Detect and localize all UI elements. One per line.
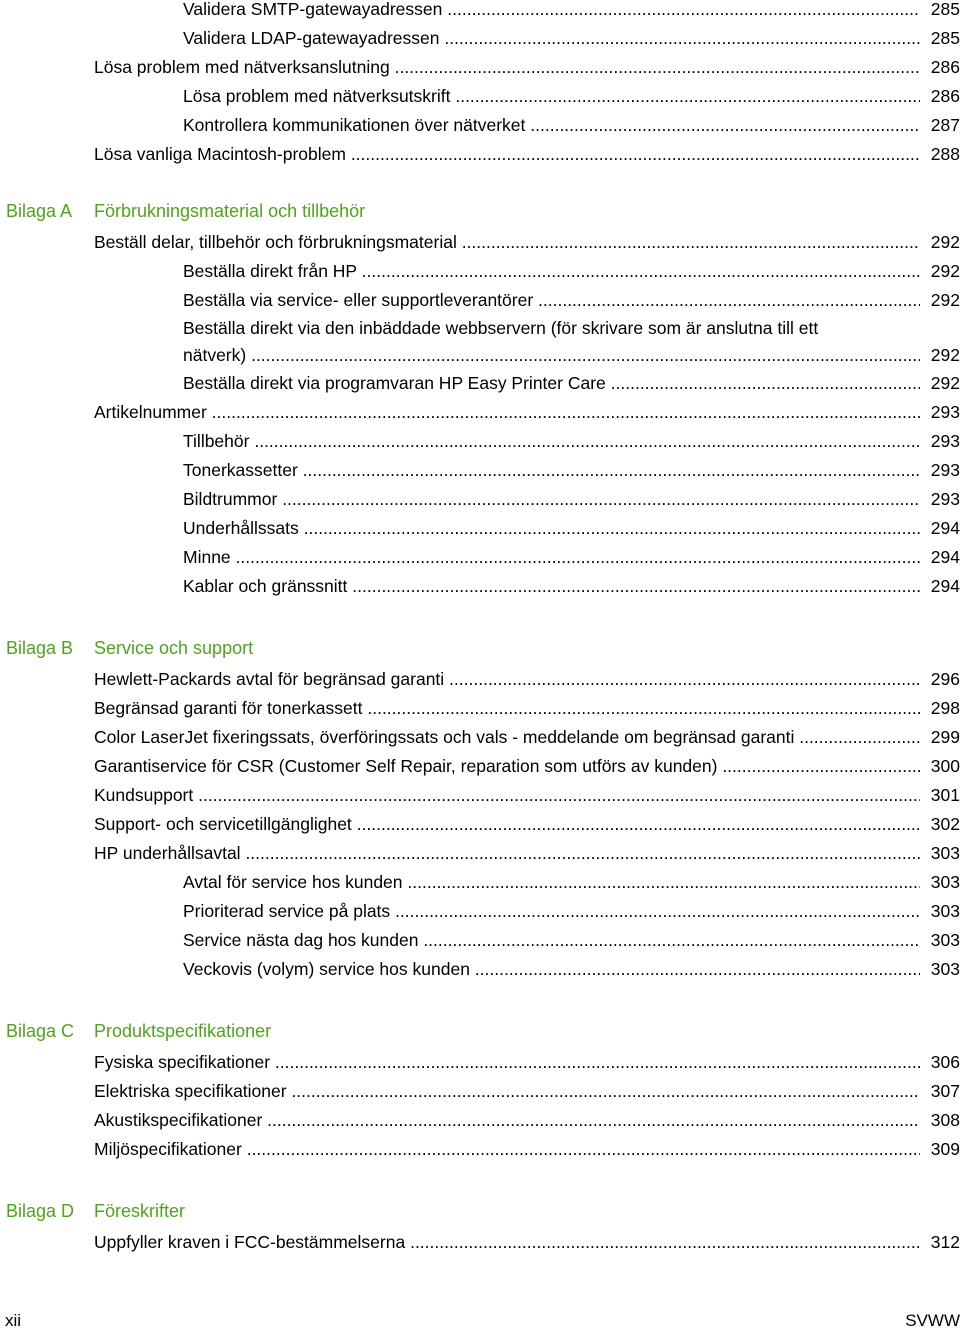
toc-entry[interactable]: [0, 1077, 960, 1106]
toc-page-number[interactable]: 300: [920, 752, 960, 781]
toc-entry[interactable]: [0, 315, 960, 369]
appendix-label: Bilaga D: [6, 1201, 75, 1221]
toc-page-number[interactable]: 286: [920, 53, 960, 82]
toc-entry-title[interactable]: Veckovis (volym) service hos kunden .....: [183, 955, 920, 984]
toc-entry[interactable]: [0, 140, 960, 169]
toc-entry[interactable]: [0, 514, 960, 543]
toc-entry[interactable]: [0, 53, 960, 82]
toc-page-number[interactable]: 292: [920, 369, 960, 398]
appendix-title[interactable]: Produktspecifikationer: [94, 1021, 272, 1041]
toc-entry-title[interactable]: Tillbehör .....: [183, 427, 920, 456]
document-code: SVWW: [905, 1311, 960, 1330]
toc-entry-title[interactable]: Beställa via service- eller supportleverantörer .....: [183, 286, 920, 315]
toc-page-number[interactable]: 292: [920, 342, 960, 369]
toc-page-number[interactable]: 301: [920, 781, 960, 810]
toc-page-number[interactable]: 303: [920, 839, 960, 868]
toc-entry-title[interactable]: Artikelnummer .....: [94, 398, 920, 427]
toc-entry[interactable]: [0, 24, 960, 53]
toc-entry-title[interactable]: Support- och servicetillgänglighet .....: [94, 810, 920, 839]
toc-entry[interactable]: [0, 955, 960, 984]
toc-group-appendix-c: [0, 1048, 960, 1164]
toc-entry[interactable]: [0, 1106, 960, 1135]
toc-entry[interactable]: [0, 257, 960, 286]
toc-page-number[interactable]: 294: [920, 572, 960, 601]
toc-page-number[interactable]: 312: [920, 1228, 960, 1257]
toc-entry[interactable]: [0, 228, 960, 257]
toc-entry-title[interactable]: Uppfyller kraven i FCC-bestämmelserna .....: [94, 1228, 920, 1257]
toc-entry-title[interactable]: Lösa vanliga Macintosh-problem .....: [94, 140, 920, 169]
toc-page-number[interactable]: 294: [920, 543, 960, 572]
toc-group-appendix-d: [0, 1228, 960, 1257]
appendix-title[interactable]: Föreskrifter: [94, 1201, 186, 1221]
toc-entry-title[interactable]: Kundsupport .....: [94, 781, 920, 810]
toc-entry[interactable]: [0, 369, 960, 398]
toc-entry-title[interactable]: Begränsad garanti för tonerkassett .....: [94, 694, 920, 723]
toc-entry[interactable]: [0, 1048, 960, 1077]
toc-entry[interactable]: [0, 839, 960, 868]
toc-page-number[interactable]: 296: [920, 665, 960, 694]
toc-entry[interactable]: [0, 926, 960, 955]
toc-entry[interactable]: [0, 572, 960, 601]
toc-entry-title[interactable]: Elektriska specifikationer .....: [94, 1077, 920, 1106]
toc-page-number[interactable]: 298: [920, 694, 960, 723]
toc-entry[interactable]: [0, 111, 960, 140]
toc-entry[interactable]: [0, 1228, 960, 1257]
toc-entry-title[interactable]: Minne .....: [183, 543, 920, 572]
toc-page-number[interactable]: 303: [920, 868, 960, 897]
toc-page-number[interactable]: 292: [920, 286, 960, 315]
toc-entry-title[interactable]: Beställa direkt via programvaran HP Easy Printer Care .....: [183, 369, 920, 398]
toc-entry[interactable]: [0, 810, 960, 839]
toc-entry[interactable]: [0, 868, 960, 897]
toc-page-number[interactable]: 292: [920, 228, 960, 257]
toc-page-number[interactable]: 293: [920, 427, 960, 456]
toc-entry-title[interactable]: Kablar och gränssnitt .....: [183, 572, 920, 601]
toc-page-number[interactable]: 286: [920, 82, 960, 111]
toc-entry-title[interactable]: Kontrollera kommunikationen över nätverket .....: [183, 111, 920, 140]
toc-entry[interactable]: [0, 398, 960, 427]
toc-page-number[interactable]: 309: [920, 1135, 960, 1164]
appendix-title[interactable]: Förbrukningsmaterial och tillbehör: [94, 201, 366, 221]
toc-entry-title[interactable]: Beställa direkt via den inbäddade webbservern (för skrivare som är anslutna till ett: [183, 318, 819, 338]
toc-page-number[interactable]: 285: [920, 0, 960, 24]
toc-entry[interactable]: [0, 485, 960, 514]
toc-group-appendix-b: [0, 665, 960, 984]
toc-page-number[interactable]: 299: [920, 723, 960, 752]
appendix-heading-b[interactable]: [0, 631, 960, 665]
toc-entry-title[interactable]: Tonerkassetter .....: [183, 456, 920, 485]
toc-entry-title[interactable]: Lösa problem med nätverksutskrift .....: [183, 82, 920, 111]
toc-entry[interactable]: [0, 543, 960, 572]
toc-page-number[interactable]: 303: [920, 926, 960, 955]
toc-entry[interactable]: [0, 752, 960, 781]
toc-page-number[interactable]: 303: [920, 955, 960, 984]
toc-page-number[interactable]: 293: [920, 456, 960, 485]
toc-entry[interactable]: [0, 427, 960, 456]
toc-page-number[interactable]: 285: [920, 24, 960, 53]
toc-entry-title[interactable]: Lösa problem med nätverksanslutning .....: [94, 53, 920, 82]
toc-entry[interactable]: [0, 897, 960, 926]
toc-entry-title[interactable]: Miljöspecifikationer .....: [94, 1135, 920, 1164]
toc-entry-title[interactable]: Akustikspecifikationer .....: [94, 1106, 920, 1135]
appendix-title[interactable]: Service och support: [94, 638, 254, 658]
toc-entry-title[interactable]: Prioriterad service på plats .....: [183, 897, 920, 926]
toc-entry[interactable]: [0, 1135, 960, 1164]
page-number: xii: [5, 1311, 22, 1330]
toc-entry-title-continued[interactable]: nätverk) .....: [183, 342, 920, 369]
appendix-heading-d[interactable]: [0, 1194, 960, 1228]
toc-entry-title[interactable]: Beställ delar, tillbehör och förbrukningsmaterial .....: [94, 228, 920, 257]
appendix-heading-a[interactable]: [0, 194, 960, 228]
appendix-label: Bilaga C: [6, 1021, 75, 1041]
toc-entry-title[interactable]: Avtal för service hos kunden .....: [183, 868, 920, 897]
toc-entry-title[interactable]: Validera SMTP-gatewayadressen .....: [183, 0, 920, 24]
toc-entry[interactable]: [0, 456, 960, 485]
appendix-heading-c[interactable]: [0, 1014, 960, 1048]
toc-entry-title[interactable]: Hewlett-Packards avtal för begränsad garanti .....: [94, 665, 920, 694]
toc-entry[interactable]: [0, 665, 960, 694]
toc-page-number[interactable]: 293: [920, 485, 960, 514]
toc-page-number[interactable]: 287: [920, 111, 960, 140]
page-footer: [0, 1310, 960, 1332]
toc-page-number[interactable]: 293: [920, 398, 960, 427]
toc-page-number[interactable]: 306: [920, 1048, 960, 1077]
toc-entry-title[interactable]: Service nästa dag hos kunden .....: [183, 926, 920, 955]
toc-page-number[interactable]: 302: [920, 810, 960, 839]
toc-page-number[interactable]: 308: [920, 1106, 960, 1135]
toc-group-troubleshooting: [0, 0, 960, 169]
toc-entry[interactable]: [0, 781, 960, 810]
toc-page-number[interactable]: 294: [920, 514, 960, 543]
toc-entry-title[interactable]: Validera LDAP-gatewayadressen .....: [183, 24, 920, 53]
toc-entry[interactable]: [0, 723, 960, 752]
appendix-label: Bilaga B: [6, 638, 74, 658]
toc-entry[interactable]: [0, 286, 960, 315]
toc-page-number[interactable]: 288: [920, 140, 960, 169]
toc-entry-title[interactable]: Underhållssats .....: [183, 514, 920, 543]
toc-entry-title[interactable]: Beställa direkt från HP .....: [183, 257, 920, 286]
toc-page-number[interactable]: 307: [920, 1077, 960, 1106]
toc-page-number[interactable]: 292: [920, 257, 960, 286]
toc-entry-title[interactable]: Garantiservice för CSR (Customer Self Repair, reparation som utförs av kunden) .....: [94, 752, 920, 781]
toc-entry-title[interactable]: Fysiska specifikationer .....: [94, 1048, 920, 1077]
toc-entry[interactable]: [0, 694, 960, 723]
toc-entry-title[interactable]: HP underhållsavtal .....: [94, 839, 920, 868]
toc-page-number[interactable]: 303: [920, 897, 960, 926]
toc-entry-title[interactable]: Color LaserJet fixeringssats, överföringssats och vals - meddelande om begränsad garanti .....: [94, 723, 920, 752]
toc-entry-title[interactable]: Bildtrummor .....: [183, 485, 920, 514]
appendix-label: Bilaga A: [6, 201, 73, 221]
toc-group-appendix-a: [0, 228, 960, 601]
toc-entry[interactable]: [0, 82, 960, 111]
toc-entry[interactable]: [0, 0, 960, 24]
